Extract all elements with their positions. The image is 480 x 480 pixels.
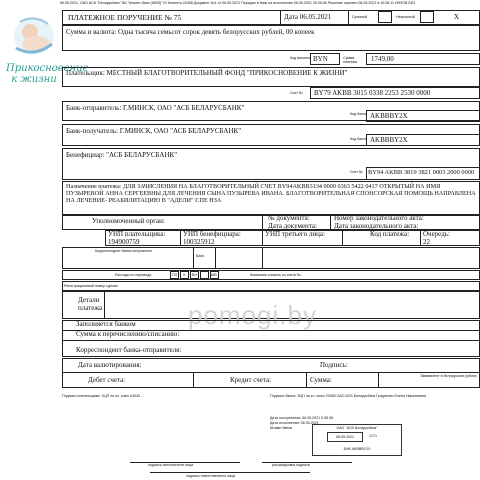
- commission-label: Комиссию списать со счета №:: [250, 273, 302, 277]
- exp-bn: БН: [192, 273, 197, 277]
- beneficiary-account: BY94 AKBB 3819 3821 0003 2000 0000: [368, 169, 475, 176]
- currency: BYN: [313, 55, 328, 63]
- payer: Плательщик: МЕСТНЫЙ БЛАГОТВОРИТЕЛЬНЫЙ ФОНД "ПРИКОСНОВЕНИЕ К ЖИЗНИ": [66, 69, 348, 77]
- payment-code-label: Код платежа:: [370, 230, 410, 238]
- amount-label: Сумма платежа: [343, 56, 357, 64]
- recipient-bank-code: AKBBBY2X: [370, 136, 408, 144]
- corr-recipient: Корреспондент банка-получателя:: [95, 249, 153, 253]
- unp-benef: 100325912: [183, 238, 215, 246]
- payer-account: BY79 AKBB 3015 0338 2253 2530 0000: [314, 89, 431, 97]
- filled-by-bank: Заполняется банком: [76, 320, 136, 328]
- sender-bank-code-label: Код банка: [350, 112, 367, 116]
- payer-account-label: Счет №: [290, 91, 303, 95]
- logo-line1: Прикосновение: [6, 63, 89, 74]
- watermark: pomogi.by: [188, 300, 317, 330]
- value-date: Дата валютирования:: [78, 361, 142, 369]
- stamp-bik: БИК AKBBBY2X: [343, 447, 371, 451]
- reg-row: [62, 281, 480, 291]
- page-title: ПЛАТЕЖНОЕ ПОРУЧЕНИЕ № 75: [68, 13, 182, 22]
- credit: Кредит счета:: [230, 376, 272, 384]
- unp-benef-label: УНП бенефициара:: [183, 230, 241, 238]
- doc-date-field: Дата документа:: [268, 222, 317, 230]
- beneficiary-account-label: Счет №: [350, 170, 363, 174]
- sign-left: Подписи плательщика: ЭЦП на кл. ключ 04040 ...: [62, 394, 145, 398]
- queue: 22: [423, 238, 430, 246]
- recipient-bank: Банк-получатель: Г.МИНСК, ОАО "АСБ БЕЛАРУСБАНК": [66, 127, 242, 135]
- authorized-body: Уполномоченный орган:: [92, 217, 165, 225]
- stamp-label: Штамп банка: [270, 426, 292, 430]
- details-label: Детали платежа: [78, 296, 103, 312]
- header-meta: 06.05.2021, ОАО АСБ "Беларусбанк" ББ "Клиент-банк (WEB)" ID Клиента 22458 Документ №1 от 06.05.2021 Передан в банк на исполнение 06.05.2021 09:35:06 Решение принято 06.05.2021 в 10:38:11 ИНФ1В БЕЗ: [60, 1, 416, 5]
- beneficiary: Бенефициар: "АСБ БЕЛАРУСБАНК": [66, 151, 178, 159]
- non-urgent-mark: X: [454, 13, 460, 21]
- stamp-num: 2171: [369, 434, 377, 438]
- exp-empty-box[interactable]: [200, 271, 209, 279]
- purpose: Назначение платежа: ДЛЯ ЗАЧИСЛЕНИЯ НА БЛАГОТВОРИТЕЛЬНЫЙ СЧЕТ BY94AKBB3134 0000 0363 5422 0417 ОТКРЫТЫЙ НА ИМЯ ПУЗЫРЕВОЙ АННА СЕРГЕЕВНЫ ДЛЯ ЛЕЧЕНИЯ СЫНА ПУЗЫРЕВА ИВАНА. БЛАГОТВОРИТЕЛЬНАЯ СПОНСОРСКАЯ ПОМОЩЬ НАПРАВЛЕНА НА ЛЕЧЕНИЕ- РЕАБИЛИТАЦИЮ В "АДЕЛИ" Г.ПЕ НЗА: [66, 183, 476, 204]
- footer-bottom: подпись ответственного лица: [186, 474, 236, 478]
- baby-logo-icon: [6, 14, 62, 58]
- expenses-label: Расходы по переводу:: [115, 273, 152, 277]
- sum-label: Сумма:: [310, 376, 332, 384]
- footer-sig-left: подпись исполнителя лица: [148, 463, 194, 467]
- exp-shv: ШВ: [211, 273, 217, 277]
- sign-right: Подписи банка: ЭЦП на кл. ключ 23456 ОАО АСБ Беларусбанк Гродненко Елена Николаевна: [270, 394, 427, 398]
- legal-date: Дата законодательного акта:: [334, 222, 419, 230]
- exp-x: X: [183, 273, 186, 277]
- legal-number: Номер законодательного акта:: [334, 214, 424, 222]
- date-received: Дата поступления: 06.05.2021 9.35.08: [270, 416, 334, 420]
- non-urgent-label: Несрочный: [396, 15, 415, 19]
- urgent-label: Срочный: [352, 15, 367, 19]
- unp-payer-label: УНП плательщика:: [108, 230, 166, 238]
- recipient-bank-code-label: Код банка: [350, 137, 367, 141]
- urgent-checkbox[interactable]: [378, 11, 392, 23]
- non-urgent-checkbox[interactable]: [420, 11, 434, 23]
- logo-line2: к жизни: [11, 74, 57, 85]
- footer-sig-right: расшифровка подписи: [272, 463, 310, 467]
- debit: Дебет счета:: [88, 376, 126, 384]
- sender-bank: Банк-отправитель: Г.МИНСК, ОАО "АСБ БЕЛАРУСБАНК": [66, 104, 245, 112]
- sender-bank-code: AKBBBY2X: [370, 112, 408, 120]
- unp-payer: 194900759: [108, 238, 140, 246]
- amount: 1749,00: [371, 55, 394, 63]
- currency-code-label: Код валюты: [290, 56, 310, 60]
- corr-sender: Корреспондент банка-отправителя:: [76, 346, 182, 354]
- logo: [6, 14, 89, 85]
- sum-words: Сумма и валюта: Одна тысяча семьсот сорок девять белорусских рублей, 00 копеек: [66, 28, 315, 36]
- stamp-title: ОАО "АСБ Беларусбанк": [336, 426, 378, 430]
- equivalent: Эквивалент в белорусских рублях: [420, 374, 477, 378]
- sum-converted: Сумма к перечислению/списанию:: [76, 330, 180, 338]
- date-executed: Дата исполнения: 06.05.2021: [270, 421, 319, 425]
- unp-third-label: УНП третьего лица:: [265, 230, 325, 238]
- doc-date: Дата 06.05.2021: [284, 13, 332, 21]
- exp-pl: ПЛ: [172, 273, 177, 277]
- queue-label: Очередь:: [423, 230, 450, 238]
- corr-bank-label: Банк:: [196, 254, 205, 258]
- stamp-date: 06.05.2021: [327, 432, 363, 442]
- signatures: Подпись:: [320, 361, 348, 369]
- doc-number: № документа:: [268, 214, 310, 222]
- reg-number: Регистрационный номер сделки:: [64, 284, 119, 288]
- bank-stamp: [312, 424, 402, 456]
